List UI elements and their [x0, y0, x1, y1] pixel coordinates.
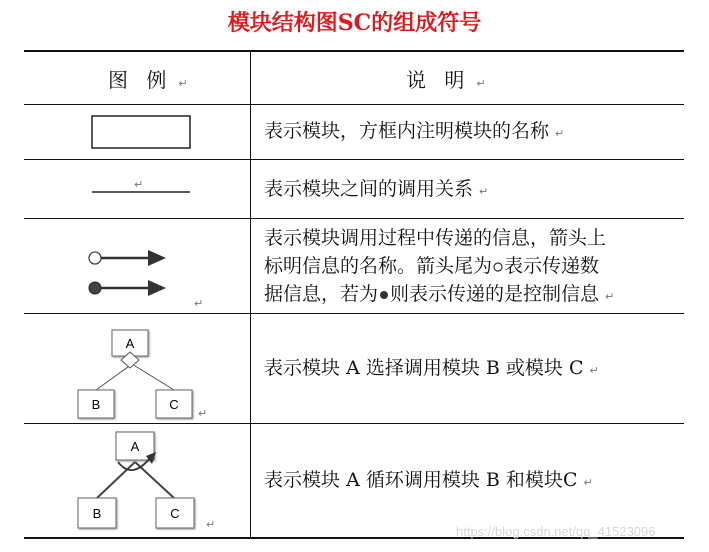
svg-text:C: C: [169, 397, 179, 412]
loop-call-diagram: [70, 428, 204, 534]
header-legend-label: 图 例: [108, 68, 173, 92]
control-info-dot-icon: [378, 289, 390, 301]
svg-text:A: A: [130, 439, 140, 454]
row-1-description: 表示模块，方框内注明模块的名称 ↵: [264, 120, 565, 142]
data-info-circle-icon: [492, 261, 504, 273]
module-c-node: [156, 498, 194, 528]
header-description: [406, 64, 486, 93]
row-4-description: 表示模块 A 选择调用模块 B 或模块 C ↵: [264, 357, 599, 379]
paragraph-mark: ↵: [605, 290, 615, 303]
header-divider: [24, 104, 684, 105]
header-legend: [108, 64, 188, 93]
svg-text:B: B: [91, 397, 101, 412]
paragraph-mark: ↵: [206, 518, 216, 531]
paragraph-mark: ↵: [479, 185, 489, 198]
paragraph-mark: ↵: [476, 77, 486, 90]
paragraph-mark: ↵: [198, 407, 208, 420]
paragraph-mark: ↵: [194, 297, 204, 310]
header-description-label: 说 明: [406, 68, 471, 92]
watermark: https://blog.csdn.net/qq_41523096: [456, 524, 656, 539]
svg-text:B: B: [92, 506, 102, 521]
row-divider-4: [24, 423, 684, 424]
page-title: 模块结构图SC的组成符号: [227, 10, 482, 36]
module-c-node: [156, 390, 192, 418]
column-divider: [250, 50, 251, 539]
module-b-node: [78, 498, 116, 528]
paragraph-mark: ↵: [178, 77, 188, 90]
table-top-border: [24, 50, 684, 52]
paragraph-mark: ↵: [134, 178, 144, 191]
row-divider-2: [24, 218, 684, 219]
row-2-description: 表示模块之间的调用关系 ↵: [264, 178, 489, 200]
svg-text:A: A: [125, 336, 135, 351]
module-b-node: [78, 390, 114, 418]
paragraph-mark: ↵: [555, 127, 565, 140]
svg-text:C: C: [170, 506, 180, 521]
row-divider-1: [24, 159, 684, 160]
paragraph-mark: ↵: [583, 476, 593, 489]
paragraph-mark: ↵: [589, 364, 599, 377]
row-3-description: 表示模块调用过程中传递的信息，箭头上 标明信息的名称。箭头尾为 表示传递数 据信息，若为 则表示传递的是控制信息 ↵: [264, 227, 615, 305]
module-box-symbol: [90, 114, 194, 152]
row-divider-3: [24, 313, 684, 314]
data-and-control-arrows-symbol: [86, 244, 172, 300]
row-5-description: 表示模块 A 循环调用模块 B 和模块C ↵: [264, 469, 593, 491]
selective-call-diagram: [72, 322, 202, 422]
